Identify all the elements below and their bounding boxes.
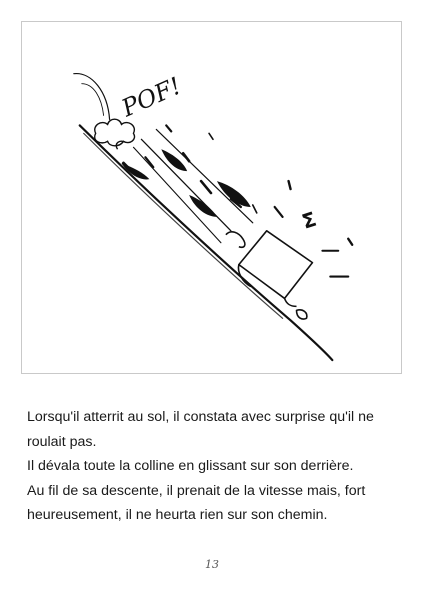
story-line: Lorsqu'il atterrit au sol, il constata avec surprise qu'il ne roulait pas. [27,409,374,450]
sound-effect-text: POF! [117,71,186,123]
scribble-symbol: Σ [299,207,320,234]
story-text [27,405,397,528]
hill-slope-inner [84,133,283,318]
bounce-arc [74,74,110,120]
story-line: Il dévala toute la colline en glissant sur son derrière. [27,458,354,474]
illustration-frame [21,21,402,374]
motion-streaks [122,149,251,217]
page-number: 13 [205,558,219,571]
hill-slope [80,125,333,360]
hill-slide-drawing [22,22,401,373]
story-line: Au fil de sa descente, il prenait de la vitesse mais, fort heureusement, il ne heurta rien sur son chemin. [27,482,366,523]
